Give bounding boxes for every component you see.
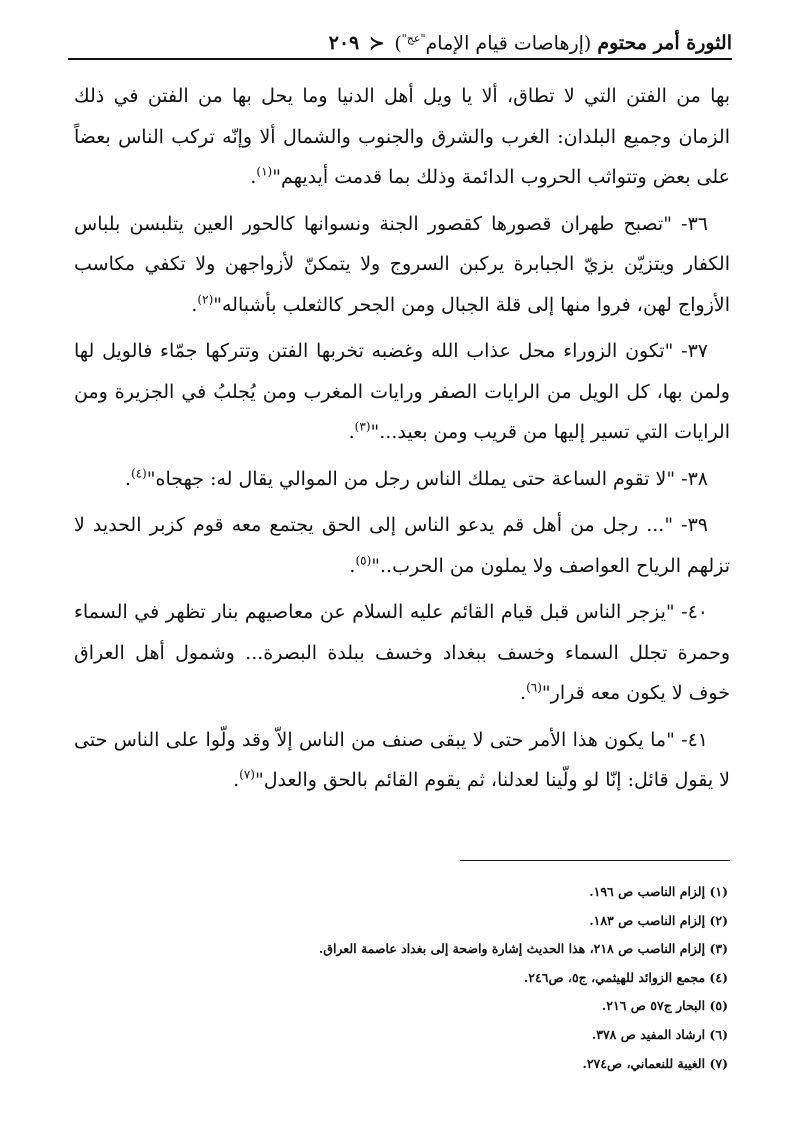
running-header [68,26,732,60]
footnote-5: (٥) البحار ج٥٧ ص ٢١٦. [601,998,728,1014]
paragraph-continuation [74,76,730,198]
paragraph-41 [74,720,730,801]
paragraph-39 [74,505,730,586]
paragraph-end: . [348,421,355,443]
footnote-divider [460,860,730,861]
footnote-7: (٧) الغيبة للنعماني، ص٢٧٤. [582,1055,728,1071]
paragraph-end: . [520,682,527,704]
footnote-1: (١) إلزام الناصب ص ١٩٦. [589,884,728,899]
footnotes [74,878,728,1078]
footnote-ref: (٣) [354,419,371,434]
footnote-ref: (٤) [130,466,147,481]
header-title: الثورة أمر محتوم [597,32,732,54]
chevron-icon: ≺ [369,33,385,54]
paragraph-text: ٤٠- "يزجر الناس قبل قيام القائم عليه السلام عن معاصيهم بنار تظهر في السماء وحمرة تجلل السماء وخسف ببغداد وخسف ببلدة البصرة... وشمول أهل العراق خوف لا يكون معه قرار" [74,601,730,704]
footnote-ref: (٢) [197,292,214,307]
paragraph-end: . [191,293,198,316]
footnote-ref: (١) [256,164,273,179]
paragraph-text: ٣٩- "... رجل من أهل قم يدعو الناس إلى الحق يجتمع معه قوم كزبر الحديد لا تزلهم الرياح العواصف ولا يملون من الحرب.." [74,514,730,577]
header-subtitle-close: ) [394,32,402,54]
paragraph-36 [74,204,730,326]
paragraph-38 [74,459,730,500]
footnote-ref: (٦) [526,680,542,695]
footnote-ref: (٥) [355,553,372,568]
paragraph-40 [74,592,730,714]
paragraph-end: . [124,467,131,490]
paragraph-text: ٣٨- "لا تقوم الساعة حتى يملك الناس رجل من الموالي يقال له: جهجاه" [146,467,708,490]
paragraph-end: . [250,166,257,188]
footnote-4: (٤) مجمع الزوائد للهيثمي، ج٥، ص٢٤٦. [523,969,728,985]
paragraph-text: ٤١- "ما يكون هذا الأمر حتى لا يبقى صنف من الناس إلاّ وقد ولّوا على الناس حتى لا يقول قائل: إنّا لو ولّينا لعدلنا، ثم يقوم القائم بالحق والعدل" [74,728,730,791]
paragraph-text: ٣٦- "تصبح طهران قصورها كقصور الجنة ونسوانها كالحور العين يتلبسن بلباس الكفار ويتزيّن بزيّ الجبابرة يركبن السروج ولا يتمكنّ لأزواجهن ولا تكفي مكاسب الأزواج لهن، فروا منها إلى قلة الجبال ومن الجحر كالثعلب بأشباله" [74,212,730,316]
header-honorific: "عج" [401,31,426,45]
paragraph-end: . [233,769,240,791]
footnote-3: (٣) إلزام الناصب ص ٢١٨، هذا الحديث إشارة واضحة إلى بغداد عاصمة العراق. [318,941,728,957]
header-subtitle-text: (إرهاصات قيام الإمام [425,32,592,54]
paragraph-37 [74,331,730,453]
paragraph-text: بها من الفتن التي لا تطاق، ألا يا ويل أهل الدنيا وما يحل بها من الفتن في ذلك الزمان وجميع البلدان: الغرب والشرق والجنوب والشمال ألا وإنّه تركب الناس بعضاً على بعض وتتواثب الحروب الدائمة وذلك بما قدمت أيديهم" [74,85,730,188]
footnote-2: (٢) إلزام الناصب ص ١٨٣. [589,912,728,928]
body-text [74,76,730,807]
paragraph-end: . [349,554,356,577]
page-number: ٢٠٩ [328,32,360,54]
footnote-ref: (٧) [239,767,255,782]
footnote-6: (٦) ارشاد المفيد ص ٣٧٨. [591,1026,728,1042]
paragraph-text: ٣٧- "تكون الزوراء محل عذاب الله وغضبه تخربها الفتن وتتركها جمّاء فالويل لها ولمن بها، كل الويل من الرايات الصفر ورايات المغرب ومن يُجلبُ في الجزيرة ومن الرايات التي تسير إليها من قريب ومن بعيد..." [74,340,730,443]
header-subtitle [394,32,591,54]
